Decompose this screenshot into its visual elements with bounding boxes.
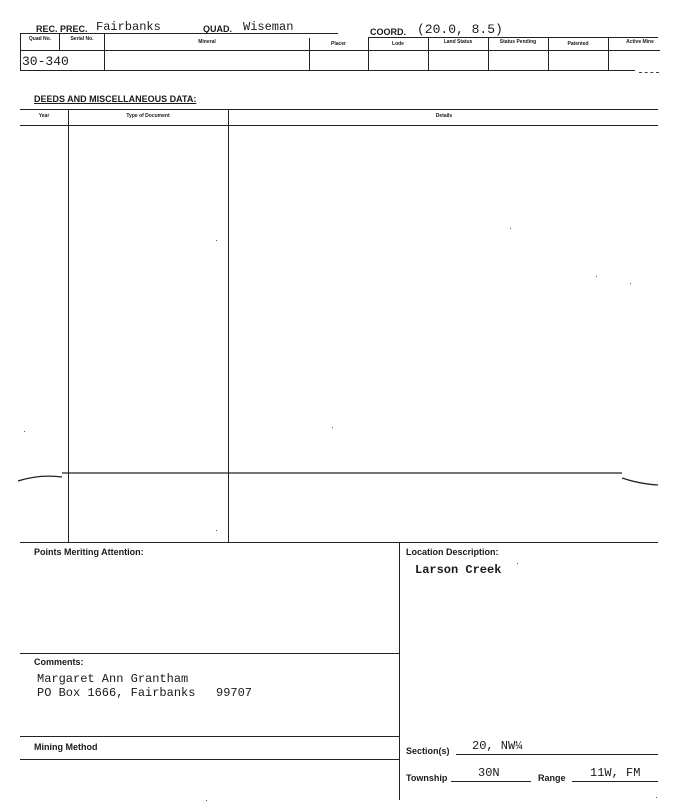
coord-label: COORD.: [370, 27, 406, 37]
col-header-lode: Lode: [392, 41, 404, 47]
deeds-header-rule: [20, 125, 658, 126]
col-header-patented: Patented: [567, 41, 589, 47]
col-divider: [488, 38, 489, 70]
col-divider: [608, 38, 609, 70]
range-label: Range: [538, 773, 566, 783]
coord-value: (20.0, 8.5): [417, 22, 503, 37]
deeds-col-details: Details: [435, 113, 453, 119]
col-header-placer: Placer: [330, 41, 346, 47]
quad-label: QUAD.: [203, 24, 232, 34]
header-rule: [368, 37, 658, 38]
quad-value: Wiseman: [243, 20, 294, 34]
township-label: Township: [406, 773, 448, 783]
points-label: Points Meriting Attention:: [34, 547, 144, 557]
range-underline: [572, 781, 658, 782]
bottom-grid-divider: [399, 542, 400, 800]
col-divider: [104, 33, 105, 70]
location-value: Larson Creek: [415, 563, 502, 577]
table-bottom-rule: [20, 70, 635, 71]
bottom-grid-top-rule: [20, 542, 658, 543]
section-label: Section(s): [406, 746, 450, 756]
col-header-mineral: Mineral: [198, 39, 216, 45]
col-header-serial-no: Serial No.: [70, 36, 94, 42]
table-bottom-rule: [639, 72, 659, 73]
col-divider: [59, 33, 60, 51]
township-value: 30N: [478, 766, 500, 780]
comments-zip: 99707: [216, 686, 253, 700]
comments-line1: Margaret Ann Grantham: [37, 672, 189, 686]
mining-method-label: Mining Method: [34, 742, 98, 752]
section-underline: [456, 754, 658, 755]
township-underline: [451, 781, 531, 782]
deeds-heading: DEEDS AND MISCELLANEOUS DATA:: [34, 94, 197, 104]
column-header-rule: [20, 50, 660, 51]
section-value: 20, NW¼: [472, 739, 523, 753]
header-rule: [20, 33, 338, 34]
mining-bottom-rule: [20, 759, 399, 760]
range-value: 11W, FM: [590, 766, 641, 780]
location-label: Location Description:: [406, 547, 499, 557]
comments-line2: PO Box 1666, Fairbanks: [37, 686, 196, 700]
comments-label: Comments:: [34, 657, 84, 667]
col-header-active-mine: Active Mine: [626, 39, 654, 45]
comments-top-rule: [20, 653, 399, 654]
col-header-status-pending: Status Pending: [499, 39, 537, 45]
deeds-top-rule: [20, 109, 658, 110]
col-header-land-status: Land Status: [443, 39, 473, 45]
col-divider: [20, 33, 21, 70]
col-header-quad-no: Quad No.: [28, 36, 52, 42]
deeds-col-type: Type of Document: [126, 113, 170, 119]
col-divider: [428, 38, 429, 70]
deeds-col-year: Year: [38, 113, 50, 119]
rec-prec-value: Fairbanks: [96, 20, 161, 34]
mining-top-rule: [20, 736, 399, 737]
quad-no-value: 30-340: [22, 54, 69, 69]
rec-prec-label: REC. PREC.: [36, 24, 88, 34]
deeds-fold-rule: [0, 464, 678, 494]
